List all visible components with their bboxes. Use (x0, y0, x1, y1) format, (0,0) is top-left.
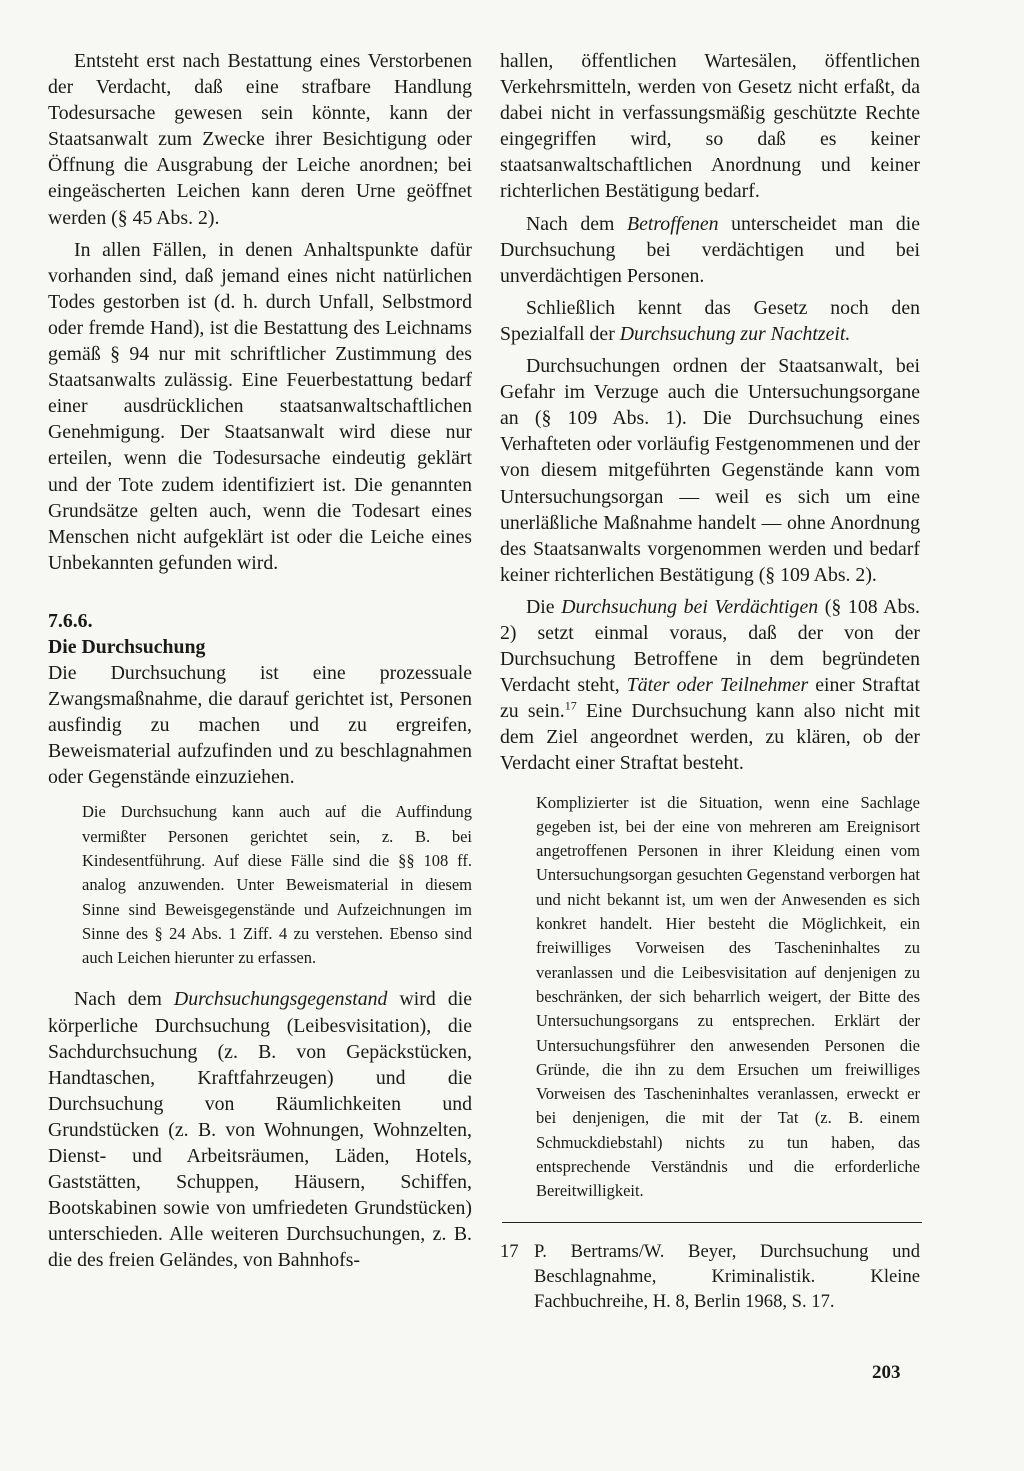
text-run: unterscheidet man die Durchsuchung bei verdächtigen und bei unverdächtigen Personen. (500, 212, 920, 287)
paragraph-definition: Die Durchsuchung ist eine prozessuale Zwangsmaßnahme, die darauf gerichtet ist, Personen ausfindig zu machen und zu ergreifen, Beweismaterial aufzufinden und zu beschlagnahmen oder Gegenstände einzuziehen. (48, 661, 472, 789)
term-nachtzeit: Durchsuchung zur Nachtzeit. (619, 322, 851, 345)
page-number: 203 (872, 1362, 901, 1383)
text-run: Nach dem (526, 212, 627, 235)
footnote (500, 1239, 920, 1314)
footnote-reference: 17 (564, 698, 577, 713)
footnote-number: 17 (500, 1240, 519, 1262)
paragraph-night-search (500, 295, 920, 347)
paragraph-burial-consent: In allen Fällen, in denen Anhaltspunkte dafür vorhanden sind, daß jemand eines nicht natürlichen Todes gestorben ist (d. h. durch Unfall, Selbstmord oder fremde Hand), ist die Bestattung des Leichnams gemäß § 94 nur mit schriftlicher Zustimmung des Staatsanwalts zulässig. Eine Feuerbestattung bedarf einer ausdrücklichen staatsanwaltschaftlichen Genehmigung. Der Staatsanwalt wird diese nur erteilen, wenn die Todesursache eindeutig geklärt und der Tote zudem identifiziert ist. Die genannten Grundsätze gelten auch, wenn die Todesart eines Menschen nicht aufgeklärt ist oder die Leiche eines Unbekannten gefunden wird. (48, 238, 472, 574)
note-missing-persons: Die Durchsuchung kann auch auf die Auffindung vermißter Personen gerichtet sein, z. B. bei Kindesentführung. Auf diese Fälle sind die §§ 108 ff. analog anzuwenden. Unter Beweismaterial in diesem Sinne sind Beweisgegenstände und Aufzeichnungen im Sinne des § 24 Abs. 1 Ziff. 4 zu verstehen. Ebenso sind auch Leichen hierunter zu erfassen. (82, 802, 472, 968)
text-run: wird die körperliche Durchsuchung (Leibesvisitation), die Sachdurchsuchung (z. B. von Gepäckstücken, Handtaschen, Kraftfahrzeugen) und die Durchsuchung von Räumlichkeiten und Grundstücken (z. B. von Wohnungen, Wohnzelten, Dienst- und Arbeitsräumen, Läden, Hotels, Gaststätten, Schuppen, Häusern, Schiffen, Bootskabinen sowie von umfriedeten Grundstücken) unterschieden. Alle weiteren Durchsuchungen, z. B. die des freien Geländes, von Bahnhofs- (48, 988, 472, 1272)
text-run: (§ 108 Abs. 2) setzt einmal voraus, daß der von der Durchsuchung Betroffene in dem begründeten Verdacht steht, (500, 595, 921, 697)
term-durchsuchungsgegenstand: Durchsuchungsgegenstand (173, 988, 388, 1011)
term-taeter-teilnehmer: Täter oder Teilnehmer (626, 674, 809, 697)
paragraph-affected-persons (500, 211, 920, 289)
text-run: Nach dem (74, 988, 174, 1011)
note-complex-situation: Komplizierter ist die Situation, wenn eine Sachlage gegeben ist, bei der eine von mehreren am Ereignisort angetroffenen Personen in ihrer Kleidung einen vom Untersuchungsorgan gesuchten Gegenstand verborgen hat und nicht bekannt ist, um wen der Anwesenden es sich konkret handelt. Hier besteht die Möglichkeit, ein freiwilliges Vorweisen des Tascheninhaltes zu veranlassen und die Leibesvisitation auf denjenigen zu beschränken, der sich beharrlich weigert, der Bitte des Untersuchungsorgans zu entsprechen. Erklärt der Untersuchungsführer den anwesenden Personen die Gründe, die ihn zu dem Ersuchen um freiwilliges Vorweisen des Tascheninhaltes veranlassen, erweckt er bei denjenigen, die mit der Tat (z. B. einem Schmuckdiebstahl) nichts zu tun haben, das entsprechende Verständnis und die erforderliche Bereitwilligkeit. (536, 792, 920, 1201)
paragraph-suspects (500, 594, 920, 777)
text-run: Eine Durchsuchung kann also nicht mit dem Ziel angeordnet werden, zu klären, ob der Verdacht einer Straftat besteht. (500, 700, 920, 775)
text-run: einer Straftat zu sein. (500, 674, 921, 723)
left-column (48, 48, 472, 1273)
term-betroffenen: Betroffenen (626, 212, 719, 235)
term-bei-verdaechtigen: Durchsuchung bei Verdächtigen (561, 595, 819, 618)
section-number: 7.6.6. (48, 609, 93, 632)
paragraph-exhumation: Entsteht erst nach Bestattung eines Verstorbenen der Verdacht, daß eine strafbare Handlung Todesursache gewesen sein könnte, kann der Staatsanwalt zum Zwecke ihrer Besichtigung oder Öffnung die Ausgrabung der Leiche anordnen; bei eingeäscherten Leichen kann deren Urne geöffnet werden (§ 45 Abs. 2). (48, 50, 472, 229)
paragraph-continuation: hallen, öffentlichen Wartesälen, öffentlichen Verkehrsmitteln, werden von Gesetz nicht erfaßt, da dabei nicht in verfassungsmäßig geschützte Rechte eingegriffen wird, so daß es keiner staatsanwaltschaftlichen Anordnung und keiner richterlichen Bestätigung bedarf. (500, 50, 920, 203)
footnote-divider (502, 1222, 922, 1223)
text-run: Schließlich kennt das Gesetz noch den Spezialfall der (500, 296, 920, 345)
right-column (500, 48, 920, 1314)
section-title: Die Durchsuchung (48, 635, 206, 658)
paragraph-search-object (48, 986, 472, 1273)
text-run: Die (526, 595, 562, 618)
paragraph-ordering-authority: Durchsuchungen ordnen der Staatsanwalt, bei Gefahr im Verzuge auch die Untersuchungsorgane an (§ 109 Abs. 1). Die Durchsuchung eines Verhafteten oder vorläufig Festgenommenen und der von diesem mitgeführten Gegenstände kann vom Untersuchungsorgan — weil es sich um eine unerläßliche Maßnahme handelt — ohne Anordnung des Staatsanwalts vorgenommen werden und bedarf keiner richterlichen Bestätigung (§ 109 Abs. 2). (500, 355, 920, 586)
footnote-text: P. Bertrams/W. Beyer, Durchsuchung und Beschlagnahme, Kriminalistik. Kleine Fachbuchreihe, H. 8, Berlin 1968, S. 17. (534, 1240, 920, 1312)
